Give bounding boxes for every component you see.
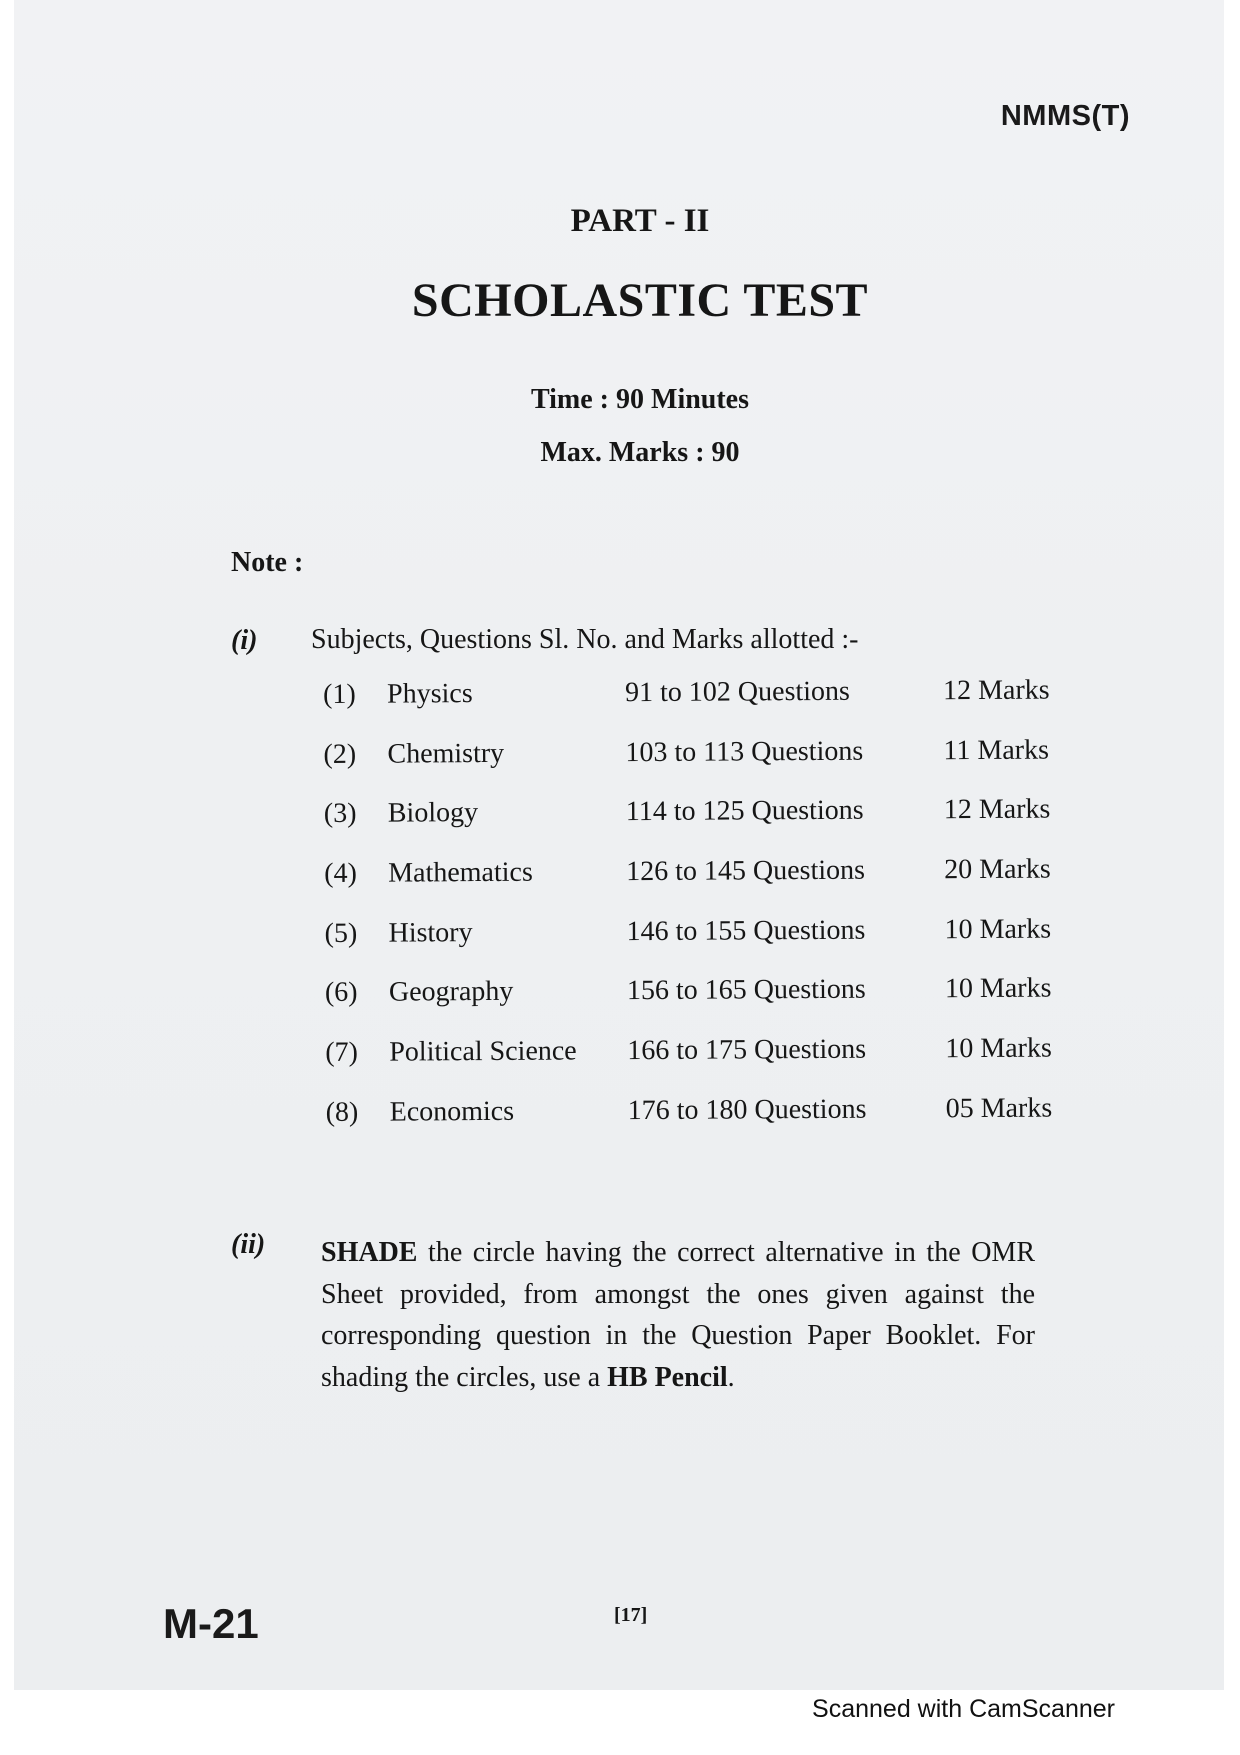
booklet-code: M-21 [163, 1600, 259, 1647]
subject-name: Mathematics [388, 856, 533, 889]
question-range: 146 to 155 Questions [626, 914, 866, 947]
subject-marks: 10 Marks [945, 1032, 1052, 1065]
subject-number: (8) [325, 1096, 359, 1128]
subject-marks: 11 Marks [943, 734, 1050, 766]
subject-marks: 12 Marks [943, 674, 1050, 707]
max-marks-info: Max. Marks : 90 [540, 437, 740, 468]
subjects-intro: Subjects, Questions Sl. No. and Marks allotted :- [311, 624, 859, 655]
question-range: 156 to 165 Questions [626, 974, 866, 1007]
scanner-watermark: Scanned with CamScanner [812, 1695, 1115, 1723]
paper-code: NMMS(T) [1000, 100, 1130, 132]
question-range: 103 to 113 Questions [625, 735, 864, 768]
subject-number: (4) [324, 857, 357, 890]
question-range: 176 to 180 Questions [627, 1093, 867, 1126]
subject-row [323, 732, 1083, 796]
subject-name: Political Science [389, 1035, 577, 1068]
subject-name: Economics [389, 1095, 515, 1128]
subject-row [324, 851, 1084, 915]
subject-row [326, 1090, 1086, 1154]
subject-row [324, 792, 1084, 856]
subject-row [323, 672, 1083, 736]
subject-row [325, 971, 1085, 1035]
question-range: 166 to 175 Questions [627, 1033, 867, 1067]
subject-name: Biology [387, 797, 479, 829]
subject-number: (5) [324, 917, 358, 949]
shading-instruction [321, 1232, 1035, 1398]
test-title: SCHOLASTIC TEST [411, 274, 869, 327]
subject-number: (3) [323, 798, 357, 830]
subject-number: (7) [325, 1036, 359, 1069]
subject-name: Physics [387, 678, 473, 710]
page-number: [17] [614, 1604, 648, 1626]
subject-number: (1) [323, 678, 356, 710]
shade-keyword: SHADE [321, 1237, 418, 1268]
time-info: Time : 90 Minutes [530, 384, 750, 415]
instruction-text: the circle having the correct alternative in the OMR Sheet provided, from amongst the ones given against the corresponding question in the Question Paper Booklet. For shading the circles, use a [321, 1237, 1035, 1393]
subject-row [325, 1030, 1085, 1094]
note-item-marker-ii: (ii) [231, 1229, 266, 1260]
subject-number: (2) [323, 738, 357, 770]
question-range: 126 to 145 Questions [626, 854, 866, 888]
subject-marks: 10 Marks [944, 913, 1052, 945]
subject-marks: 05 Marks [945, 1092, 1053, 1125]
subject-name: History [388, 916, 473, 949]
pencil-keyword: HB Pencil [607, 1361, 728, 1393]
subject-marks: 20 Marks [944, 853, 1051, 886]
question-range: 114 to 125 Questions [625, 795, 864, 828]
instruction-end: . [727, 1361, 735, 1393]
part-heading: PART - II [570, 203, 710, 239]
note-item-marker-i: (i) [231, 625, 258, 656]
note-label: Note : [231, 547, 304, 578]
subject-marks: 10 Marks [944, 972, 1052, 1005]
subject-number: (6) [324, 977, 358, 1009]
subject-name: Chemistry [387, 737, 505, 770]
question-range: 91 to 102 Questions [625, 675, 850, 709]
subject-marks: 12 Marks [943, 793, 1051, 826]
subject-list [323, 672, 1086, 1154]
subject-row [324, 911, 1084, 975]
subject-name: Geography [388, 976, 514, 1009]
